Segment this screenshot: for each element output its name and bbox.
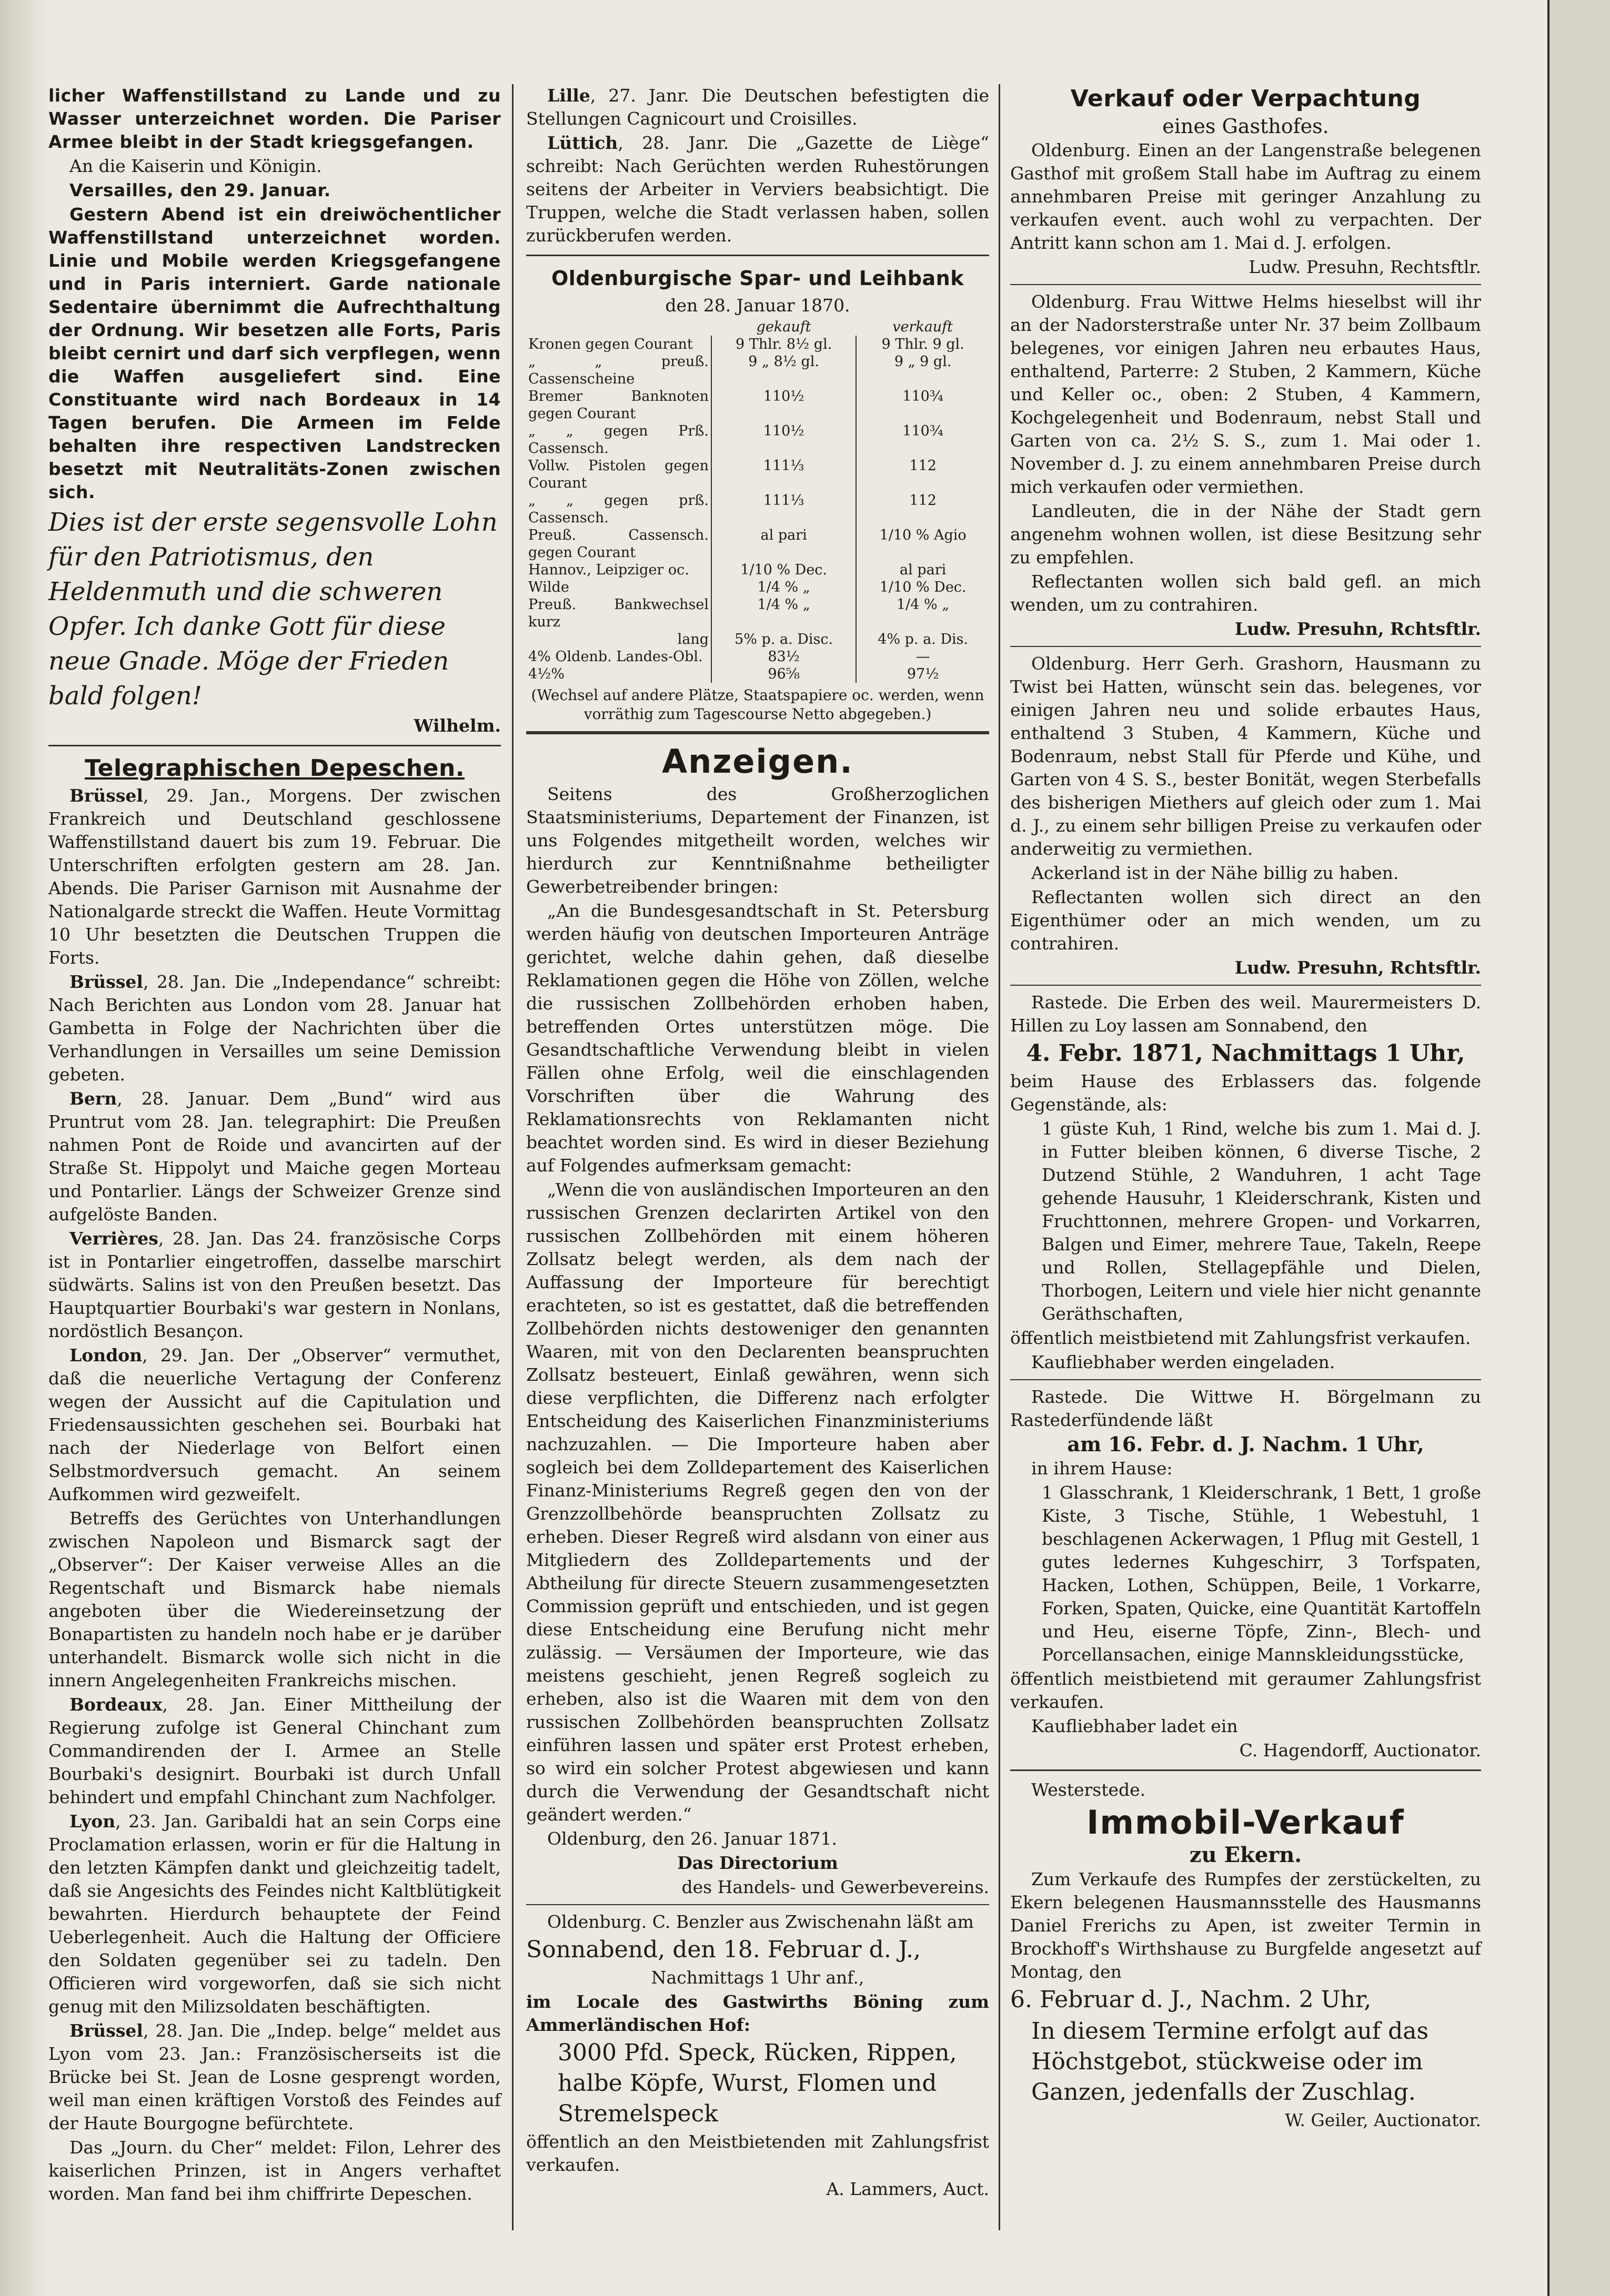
grashorn-notice-3: Reflectanten wollen sich direct an den Eigenthümer oder an mich wenden, um zu contrahiren. bbox=[1010, 887, 1481, 954]
table-row: Wilde 1/4 % „ 1/10 % Dec. bbox=[526, 579, 989, 596]
handwritten-note: Dies ist der erste segensvolle Lohn für den Patriotismus, den Heldenmuth und die schweren Opfer. Ich danke Gott für diese neue Gnade. Möge der Frieden bald folgen! bbox=[48, 508, 498, 711]
benzler-intro: Oldenburg. C. Benzler aus Zwischenahn läßt am bbox=[547, 1911, 974, 1932]
immobil-body-2: In diesem Termine erfolgt auf das Höchstgebot, stückweise oder im Ganzen, jedenfalls der Zuschlag. bbox=[1031, 2018, 1429, 2106]
westerstede-place: Westerstede. bbox=[1031, 1779, 1146, 1800]
immobil-body: Zum Verkaufe des Rumpfes der zerstückelten, zu Ekern belegenen Hausmannsstelle des Hausmanns Daniel Frerichs zu Apen, ist zweiter Termin in Brockhoff's Wirthshause zu Burgfelde angesetzt auf Montag, den bbox=[1010, 1869, 1481, 1982]
table-row: „ „ gegen prß. Cassensch. 111⅓ 112 bbox=[526, 492, 989, 527]
column-3 bbox=[1010, 84, 1481, 2133]
announcement-signatory: Das Directorium bbox=[677, 1853, 838, 1873]
page-edge bbox=[1547, 0, 1610, 2296]
announcement-date: Oldenburg, den 26. Januar 1871. bbox=[547, 1828, 837, 1849]
rastede-1-date: 4. Febr. 1871, Nachmittags 1 Uhr, bbox=[1026, 1040, 1465, 1067]
grashorn-notice-2: Ackerland ist in der Nähe billig zu haben. bbox=[1031, 863, 1399, 883]
divider bbox=[526, 1904, 989, 1905]
dispatch-item: Brüssel, 28. Jan. Die „Indep. belge“ meldet aus Lyon vom 23. Jan.: Französischerseits ist die Brücke bei St. Jean de Losne gesprengt worden, weil man einen kräftigen Vorstoß des Feindes auf der Haute Bourgogne befürchtete. bbox=[48, 2020, 501, 2133]
rastede-2-items: 1 Glasschrank, 1 Kleiderschrank, 1 Bett, 1 große Kiste, 3 Tische, Stühle, 1 Webestuhl, 1 beschlagenen Ackerwagen, 1 Pflug mit Gestell, 1 gutes ledernes Kuhgeschirr, 3 Torfspaten, Hacken, Lothen, Schüppen, Beile, 1 Vorkarre, Forken, Spaten, Quicke, eine Quantität Kartoffeln und Heu, eiserne Töpfe, Zinn-, Blech- und Porcellansachen, einige Mannskleidungsstücke, bbox=[1042, 1482, 1481, 1665]
immobil-title: Immobil-Verkauf bbox=[1086, 1803, 1405, 1842]
armistice-body: Gestern Abend ist ein dreiwöchentlicher Waffenstillstand unterzeichnet worden. Linie und Mobile werden Kriegsgefangene und in Paris interniert. Garde nationale Sedentaire übernimmt die Aufrechthaltung der Ordnung. Wir besetzen alle Forts, Paris bleibt cernirt und darf sich verpflegen, wenn die Waffen ausgeliefert sind. Eine Constituante wird nach Bordeaux in 14 Tagen berufen. Die Armeen im Felde behalten ihre respectiven Landstrecken besetzt mit Neutralitäts-Zonen zwischen sich. bbox=[48, 204, 501, 502]
divider bbox=[48, 745, 501, 746]
table-row: Preuß. Cassensch. gegen Courant al pari 1/10 % Agio bbox=[526, 527, 989, 561]
rastede-1-end-2: Kaufliebhaber werden eingeladen. bbox=[1031, 1352, 1335, 1372]
dispatch-item: London, 29. Jan. Der „Observer“ vermuthet, daß die neuerliche Vertagung der Conferenz wegen der Aussicht auf die Capitulation und Friedensaussichten geschehen sei. Bourbaki hat nach der Niederlage von Belfort einen Selbstmordversuch gemacht. An seinem Aufkommen wird gezweifelt. bbox=[48, 1345, 501, 1504]
divider bbox=[526, 255, 989, 256]
table-header: gekauft verkauft bbox=[756, 319, 953, 335]
rastede-2-end: öffentlich meistbietend mit geraumer Zahlungsfrist verkaufen. bbox=[1010, 1668, 1481, 1712]
divider bbox=[1010, 1379, 1481, 1380]
divider bbox=[1010, 646, 1481, 647]
benzler-time: Nachmittags 1 Uhr anf., bbox=[651, 1967, 864, 1988]
lille-dispatch: Lille, 27. Janr. Die Deutschen befestigten die Stellungen Cagnicourt und Croisilles. bbox=[526, 85, 989, 129]
rastede-1-body: beim Hause des Erblassers das. folgende Gegenstände, als: bbox=[1010, 1071, 1481, 1115]
announcement-body: Seitens des Großherzoglichen Staatsministeriums, Departement der Finanzen, ist uns Folgendes mitgetheilt worden, welches wir hierdurch zur Kenntnißnahme betheiligter Gewerbetreibender bringen: bbox=[526, 784, 989, 897]
announcements-title: Anzeigen. bbox=[662, 742, 853, 781]
rastede-2-signature: C. Hagendorff, Auctionator. bbox=[1239, 1740, 1481, 1761]
benzler-signature: A. Lammers, Auct. bbox=[826, 2179, 989, 2199]
divider bbox=[1010, 1769, 1481, 1771]
bank-title: Oldenburgische Spar- und Leihbank bbox=[551, 267, 964, 290]
dispatch-item: Brüssel, 29. Jan., Morgens. Der zwischen Frankreich und Deutschland geschlossene Waffenstillstand dauert bis zum 19. Februar. Die Unterschriften erfolgten gestern am 28. Jan. Abends. Die Pariser Garnison mit Ausnahme der Nationalgarde streckt die Waffen. Heute Vormittag 10 Uhr besetzten die Deutschen Truppen die Forts. bbox=[48, 785, 501, 968]
table-row: Kronen gegen Courant 9 Thlr. 8½ gl. 9 Thlr. 9 gl. bbox=[526, 336, 989, 353]
address-line: An die Kaiserin und Königin. bbox=[69, 156, 322, 176]
dispatch-item: Brüssel, 28. Jan. Die „Independance“ schreibt: Nach Berichten aus London vom 28. Januar hat Gambetta in Folge der Nachrichten über die Verhandlungen in Versailles um seine Demission gebeten. bbox=[48, 972, 501, 1085]
helms-notice-2: Landleuten, die in der Nähe der Stadt gern angenehm wohnen wollen, ist diese Besitzung sehr zu empfehlen. bbox=[1010, 501, 1481, 568]
table-row: Preuß. Bankwechsel kurz 1/4 % „ 1/4 % „ bbox=[526, 596, 989, 631]
column-1 bbox=[48, 84, 501, 2207]
table-row: „ „ gegen Prß. Cassensch. 110½ 110¾ bbox=[526, 422, 989, 457]
announcement-quote-2: „Wenn die von ausländischen Importeuren an den russischen Grenzen declarirten Artikel von den russischen Zollbehörden mit einem höheren Zollsatz belegt werden, als dem nach der Auffassung der Importeure für berechtigt erachteten, so ist es gestattet, daß die betreffenden Zollbehörden nichts destoweniger den genannten Waaren, mit von den Declarenten beanspruchten Zollsatz besteuert, Einlaß gewähren, wenn sich diese verpflichten, die Differenz nach erfolgter Entscheidung des Kaiserlichen Finanzministeriums nachzuzahlen. — Die Importeure haben aber sogleich bei dem Zolldepartement des Kaiserlichen Finanz-Ministeriums Regreß gegen den von der Grenzzollbehörde beanspruchten Zollsatz zu erheben. Dieser Regreß wird alsdann von einer aus Mitgliedern des Zolldepartements und der Abtheilung für directe Steuern zusammengesetzten Commission geprüft und entschieden, und ist gegen diese Entscheidung eine Berufung nicht mehr zulässig. — Versäumen der Importeure, wie das meistens geschieht, jenen Regreß sogleich zu erheben, also ist die Waaren mit dem von den russischen Zollbehörden beanspruchten Zollsatz einführen lassen und später erst Protest erheben, so wird ein solcher Protest abgewiesen und kann durch die Verwendung der Gesandtschaft nicht geändert werden.“ bbox=[526, 1179, 989, 1825]
helms-signature: Ludw. Presuhn, Rchtsftlr. bbox=[1234, 619, 1481, 639]
dispatch-item: Das „Journ. du Cher“ meldet: Filon, Lehrer des kaiserlichen Prinzen, ist in Angers verhaftet worden. Man fand bei ihm chiffrirte Depeschen. bbox=[48, 2137, 501, 2204]
sale-lease-body: Oldenburg. Einen an der Langenstraße belegenen Gasthof mit großem Stall habe im Auftrag zu einem annehmbaren Preise mit geringer Anzahlung zu verkaufen event. auch wohl zu verpachten. Der Antritt kann schon am 1. Mai d. J. erfolgen. bbox=[1010, 140, 1481, 253]
dispatch-item: Betreffs des Gerüchtes von Unterhandlungen zwischen Napoleon und Bismarck sagt der „Observer“: Der Kaiser verweise Alles an die Regentschaft und Bismarck habe niemals angeboten über die Wiedereinsetzung der Bonapartisten zu handeln noch habe er je darüber unterhandelt. Bismarck wolle sich nicht in die innern Angelegenheiten Frankreichs mischen. bbox=[48, 1508, 501, 1691]
rastede-2-place: in ihrem Hause: bbox=[1031, 1458, 1173, 1479]
sale-lease-signature: Ludw. Presuhn, Rechtsftlr. bbox=[1249, 257, 1481, 277]
benzler-date: Sonnabend, den 18. Februar d. J., bbox=[526, 1936, 921, 1963]
sale-lease-subtitle: eines Gasthofes. bbox=[1162, 115, 1329, 138]
immobil-date: 6. Februar d. J., Nachm. 2 Uhr, bbox=[1010, 1986, 1372, 2013]
helms-notice: Oldenburg. Frau Wittwe Helms hieselbst will ihr an der Nadorsterstraße unter Nr. 37 beim Zollbaum belegenes, vor einigen Jahren neu erbautes Haus, enthaltend, Parterre: 2 Stuben, 2 Kammern, Küche und Keller oc., oben: 2 Stuben, 4 Kammern, Kochgelegenheit und Bodenraum, nebst Stall und Garten von ca. 2½ S. S., zum 1. Mai oder 1. November d. J. zu einem annehmbaren Preise durch mich verkaufen oder vermiethen. bbox=[1010, 291, 1481, 497]
helms-notice-3: Reflectanten wollen sich bald gefl. an mich wenden, um zu contrahiren. bbox=[1010, 571, 1481, 615]
dispatch-item: Bern, 28. Januar. Dem „Bund“ wird aus Pruntrut vom 28. Jan. telegraphirt: Die Preußen nahmen Pont de Roide und avancirten auf der Straße St. Hippolyt und Maiche gegen Morteau und Pontarlier. Längs der Schweizer Grenze sind aufgelöste Banden. bbox=[48, 1088, 501, 1225]
announcement-signatory-org: des Handels- und Gewerbevereins. bbox=[681, 1877, 989, 1897]
rastede-2-date: am 16. Febr. d. J. Nachm. 1 Uhr, bbox=[1067, 1432, 1424, 1456]
immobil-signature: W. Geiler, Auctionator. bbox=[1285, 2110, 1481, 2130]
bank-date: den 28. Januar 1870. bbox=[665, 295, 850, 316]
grashorn-notice: Oldenburg. Herr Gerh. Grashorn, Hausmann zu Twist bei Hatten, wünscht sein das. belegenes, vor einigen Jahren neu und solide erbautes Haus, enthaltend 3 Stuben, 4 Kammern, Küche und Bodenraum, nebst Stall für Pferde und Kühe, und Garten von 4 S. S., bester Bonität, wegen Sterbefalls des bisherigen Miethers auf gleich oder zum 1. Mai d. J., zu einem sehr billigen Preise zu verkaufen oder anderweitig zu vermiethen. bbox=[1010, 653, 1481, 859]
versailles-dateline: Versailles, den 29. Januar. bbox=[69, 180, 331, 200]
benzler-goods: 3000 Pfd. Speck, Rücken, Rippen, halbe Köpfe, Wurst, Flomen und Stremelspeck bbox=[558, 2039, 957, 2127]
sale-lease-title: Verkauf oder Verpachtung bbox=[1070, 85, 1421, 112]
page-binding bbox=[0, 0, 48, 2296]
rastede-1-items: 1 güste Kuh, 1 Rind, welche bis zum 1. Mai d. J. in Futter bleiben können, 6 diverse Tische, 2 Dutzend Stühle, 2 Wanduhren, 1 acht Tage gehende Hausuhr, 1 Kleiderschrank, Kisten und Fruchttonnen, mehrere Gropen- und Vorkarren, Balgen und Eimer, mehrere Taue, Takeln, Reepe und Rollen, Stellagepfähle und Dielen, Thorbogen, Leitern und viele hier nicht genannte Geräthschaften, bbox=[1042, 1118, 1481, 1324]
dispatch-item: Lyon, 23. Jan. Garibaldi hat an sein Corps eine Proclamation erlassen, worin er für die Haltung in den letzten Kämpfen dankt und gleichzeitig tadelt, daß sie Angesichts des Feindes nicht Kaltblütigkeit bewahrten. Hierdurch behauptete der Feind Ueberlegenheit. Auch die Haltung der Officiere den Soldaten gegenüber sei zu tadeln. Den Officieren wird vorgeworfen, daß sie sich nicht genug mit den Milizsoldaten beschäftigten. bbox=[48, 1811, 501, 2017]
benzler-end: öffentlich an den Meistbietenden mit Zahlungsfrist verkaufen. bbox=[526, 2131, 989, 2175]
exchange-rate-table bbox=[526, 318, 989, 683]
divider bbox=[526, 731, 989, 734]
table-row: Vollw. Pistolen gegen Courant 111⅓ 112 bbox=[526, 457, 989, 492]
table-row: lang 5% p. a. Disc. 4% p. a. Dis. bbox=[526, 631, 989, 648]
table-row: 4% Oldenb. Landes-Obl. 83½ — bbox=[526, 648, 989, 665]
signature: Wilhelm. bbox=[414, 715, 501, 736]
rastede-2-end-2: Kaufliebhaber ladet ein bbox=[1031, 1716, 1238, 1736]
table-row: 4½% 96⅝ 97½ bbox=[526, 665, 989, 683]
divider bbox=[1010, 985, 1481, 986]
rastede-1-intro: Rastede. Die Erben des weil. Maurermeisters D. Hillen zu Loy lassen am Sonnabend, den bbox=[1010, 992, 1481, 1036]
table-row: Bremer Banknoten gegen Courant 110½ 110¾ bbox=[526, 388, 989, 422]
column-2 bbox=[526, 84, 989, 2202]
rastede-2-intro: Rastede. Die Wittwe H. Börgelmann zu Rastederfündende läßt bbox=[1010, 1387, 1481, 1430]
dispatch-list bbox=[48, 784, 501, 2206]
column-rule bbox=[999, 84, 1000, 2230]
dispatch-item: Verrières, 28. Jan. Das 24. französische Corps ist in Pontarlier eingetroffen, dasselbe marschirt südwärts. Salins ist von den Preußen besetzt. Das Hauptquartier Bourbaki's war gestern in Nonlans, nordöstlich Besançon. bbox=[48, 1228, 501, 1341]
armistice-intro: licher Waffenstillstand zu Lande und zu Wasser unterzeichnet worden. Die Pariser Armee bleibt in der Stadt kriegsgefangen. bbox=[48, 85, 501, 152]
luettich-dispatch: Lüttich, 28. Janr. Die „Gazette de Liège“ schreibt: Nach Gerüchten werden Ruhestörungen seitens der Arbeiter in Verviers beabsichtigt. Die Truppen, welche die Stadt verlassen haben, sollen zurückberufen werden. bbox=[526, 133, 989, 246]
divider bbox=[1010, 284, 1481, 285]
grashorn-signature: Ludw. Presuhn, Rchtsftlr. bbox=[1234, 957, 1481, 978]
table-row: „ „ preuß. Cassenscheine 9 „ 8½ gl. 9 „ 9 gl. bbox=[526, 353, 989, 388]
table-row: Hannov., Leipziger oc. 1/10 % Dec. al pari bbox=[526, 561, 989, 579]
dispatches-title: Telegraphischen Depeschen. bbox=[85, 755, 465, 782]
dispatch-item: Bordeaux, 28. Jan. Einer Mittheilung der Regierung zufolge ist General Chinchant zum Commandirenden der I. Armee an Stelle Bourbaki's designirt. Bourbaki ist durch Unfall behindert und empfahl Chinchant zum Nachfolger. bbox=[48, 1694, 501, 1807]
bank-note: (Wechsel auf andere Plätze, Staatspapiere oc. werden, wenn vorräthig zum Tagescourse Netto abgegeben.) bbox=[531, 686, 984, 723]
column-rule bbox=[512, 84, 514, 2230]
benzler-place: im Locale des Gastwirths Böning zum Ammerländischen Hof: bbox=[526, 1991, 989, 2035]
announcement-quote-1: „An die Bundesgesandtschaft in St. Petersburg werden häufig von deutschen Importeuren Anträge gerichtet, welche dahin gehen, daß dieselbe Reklamationen gegen die Höhe von Zöllen, welche die russischen Zollbehörden erhoben haben, betreffenden Ortes unterstützen möge. Die Gesandtschaftliche Verwendung bleibt in vielen Fällen ohne Erfolg, weil die einschlagenden Vorschriften über die Wahrung des Reklamationsrechts von Reklamanten nicht beachtet worden sind. Es wird in dieser Beziehung auf Folgendes aufmerksam gemacht: bbox=[526, 901, 989, 1176]
immobil-subtitle: zu Ekern. bbox=[1189, 1843, 1302, 1867]
rastede-1-end: öffentlich meistbietend mit Zahlungsfrist verkaufen. bbox=[1010, 1328, 1471, 1348]
